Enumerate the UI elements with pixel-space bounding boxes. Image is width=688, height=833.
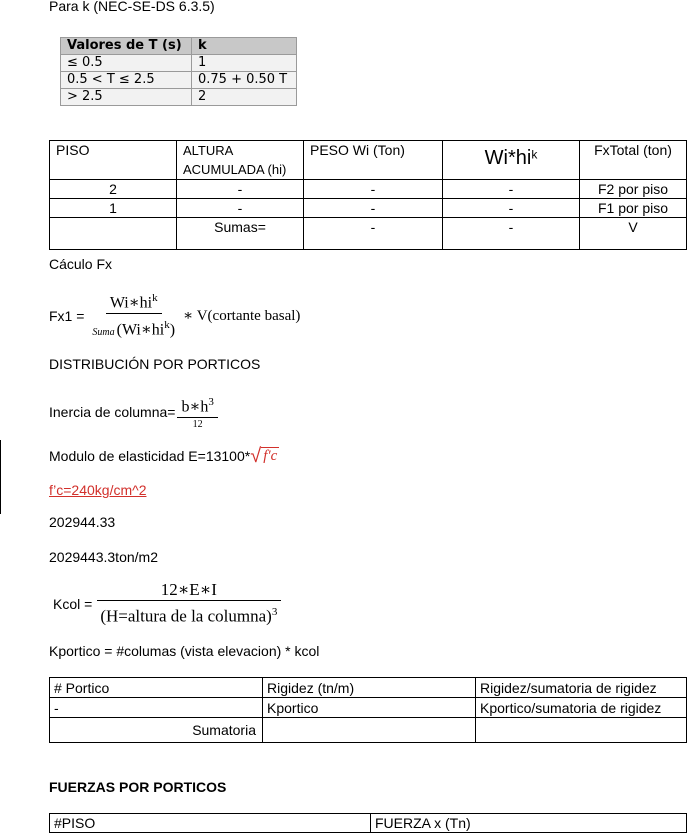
- modulo-formula: [49, 446, 279, 466]
- table-cell: -: [177, 199, 304, 218]
- table-cell: ≤ 0.5: [61, 55, 192, 72]
- table-header-row: [50, 678, 687, 698]
- fx1-den-text: (Wi∗hi: [116, 321, 165, 339]
- rigidez-table: [49, 677, 687, 743]
- table-cell: V: [580, 218, 687, 250]
- sqrt-symbol: √: [250, 445, 262, 467]
- margin-change-bar: [0, 440, 1, 514]
- header-cell-piso: PISO: [50, 141, 177, 180]
- kcol-fraction: [96, 580, 281, 628]
- header-cell: # Portico: [50, 678, 263, 698]
- kcol-formula: [53, 580, 281, 628]
- table-cell: -: [443, 199, 580, 218]
- table-cell: Sumas=: [177, 218, 304, 250]
- table-cell: -: [304, 218, 443, 250]
- table-cell: -: [177, 180, 304, 199]
- table-cell: F1 por piso: [580, 199, 687, 218]
- table-row: [50, 199, 687, 218]
- heading-k: Para k (NEC-SE-DS 6.3.5): [49, 0, 215, 14]
- inercia-denominator: 12: [192, 419, 203, 431]
- value-1: 202944.33: [49, 514, 116, 530]
- header-cell: Rigidez/sumatoria de rigidez: [476, 678, 687, 698]
- table-row: [61, 72, 297, 89]
- table-cell: -: [304, 199, 443, 218]
- kcol-lhs: Kcol =: [53, 595, 93, 612]
- inercia-num-text: b∗h: [181, 398, 209, 416]
- kcol-numerator: 12∗E∗I: [97, 580, 281, 601]
- table-row: [50, 218, 687, 250]
- fuerzas-heading: FUERZAS POR PORTICOS: [49, 779, 227, 795]
- table-cell: 1: [192, 55, 297, 72]
- table-cell: Kportico/sumatoria de rigidez: [476, 698, 687, 718]
- table-cell: 2: [50, 180, 177, 199]
- header-cell-fx: FxTotal (ton): [580, 141, 687, 180]
- fx1-fraction: [88, 288, 179, 344]
- calc-fx-label: Cáculo Fx: [49, 256, 113, 272]
- fc-value: f’c=240kg/cm^2: [49, 482, 147, 498]
- table-row: [50, 718, 687, 743]
- table-cell: [263, 718, 476, 743]
- table-cell: 0.5 < T ≤ 2.5: [61, 72, 192, 89]
- table-cell: -: [304, 180, 443, 199]
- floor-forces-table: [49, 140, 687, 250]
- table-cell: F2 por piso: [580, 180, 687, 199]
- inercia-formula: [49, 392, 218, 432]
- header-cell-wihik: [443, 141, 580, 180]
- header-cell-altura: [177, 141, 304, 180]
- header-cell: k: [192, 38, 297, 55]
- table-cell: 2: [192, 89, 297, 106]
- fx1-num-exp: k: [152, 292, 158, 304]
- table-row: [50, 698, 687, 718]
- table-cell: [50, 218, 177, 250]
- header-cell: Valores de T (s): [61, 38, 192, 55]
- distribucion-heading: DISTRIBUCIÓN POR PORTICOS: [49, 356, 261, 372]
- fx1-denominator: [88, 314, 179, 343]
- fx1-formula: [49, 288, 300, 344]
- fx1-den-exp: k: [164, 319, 170, 332]
- table-cell: > 2.5: [61, 89, 192, 106]
- header-cell: FUERZA x (Tn): [371, 814, 687, 833]
- header-cell: #PISO: [50, 814, 371, 833]
- table-row: [61, 55, 297, 72]
- table-cell: Sumatoria: [50, 718, 263, 743]
- header-cell-peso: PESO Wi (Ton): [304, 141, 443, 180]
- header-wihik-base: Wi*hi: [484, 147, 532, 169]
- table-cell: [476, 718, 687, 743]
- kcol-den-text: (H=altura de la columna): [100, 606, 272, 626]
- fx1-rhs: ∗ V(cortante basal): [183, 308, 301, 325]
- table-header-row: [61, 38, 297, 55]
- k-values-table: [60, 37, 297, 106]
- kcol-denominator: [96, 601, 281, 628]
- fx1-numerator: [106, 288, 162, 314]
- fx1-den-close: ): [169, 321, 176, 339]
- table-row: [61, 89, 297, 106]
- table-cell: -: [50, 698, 263, 718]
- table-cell: -: [443, 218, 580, 250]
- header-wihik-exp: k: [531, 147, 538, 162]
- fuerzas-table: [49, 813, 687, 833]
- fx1-lhs: Fx1 =: [49, 307, 85, 324]
- table-cell: -: [443, 180, 580, 199]
- inercia-numerator: [177, 392, 217, 418]
- inercia-fraction: [177, 392, 217, 432]
- table-cell: Kportico: [263, 698, 476, 718]
- inercia-num-exp: 3: [208, 396, 214, 408]
- header-cell: Rigidez (tn/m): [263, 678, 476, 698]
- kcol-den-exp: 3: [271, 606, 278, 618]
- header-altura-line2: ACUMULADA (hi): [183, 162, 287, 177]
- kportico-text: Kportico = #columas (vista elevacion) * kcol: [49, 643, 320, 659]
- table-header-row: [50, 814, 687, 833]
- fx1-num-text: Wi∗hi: [109, 294, 153, 312]
- modulo-radicand: f′c: [263, 448, 278, 464]
- inercia-label: Inercia de columna=: [49, 404, 176, 421]
- fx1-den-suma: Suma: [92, 326, 115, 338]
- table-row: [50, 180, 687, 199]
- table-cell: 0.75 + 0.50 T: [192, 72, 297, 89]
- value-2: 2029443.3ton/m2: [49, 549, 158, 565]
- table-header-row: [50, 141, 687, 180]
- modulo-label: Modulo de elasticidad E=13100*: [49, 448, 251, 464]
- table-cell: 1: [50, 199, 177, 218]
- header-altura-line1: ALTURA: [183, 143, 234, 158]
